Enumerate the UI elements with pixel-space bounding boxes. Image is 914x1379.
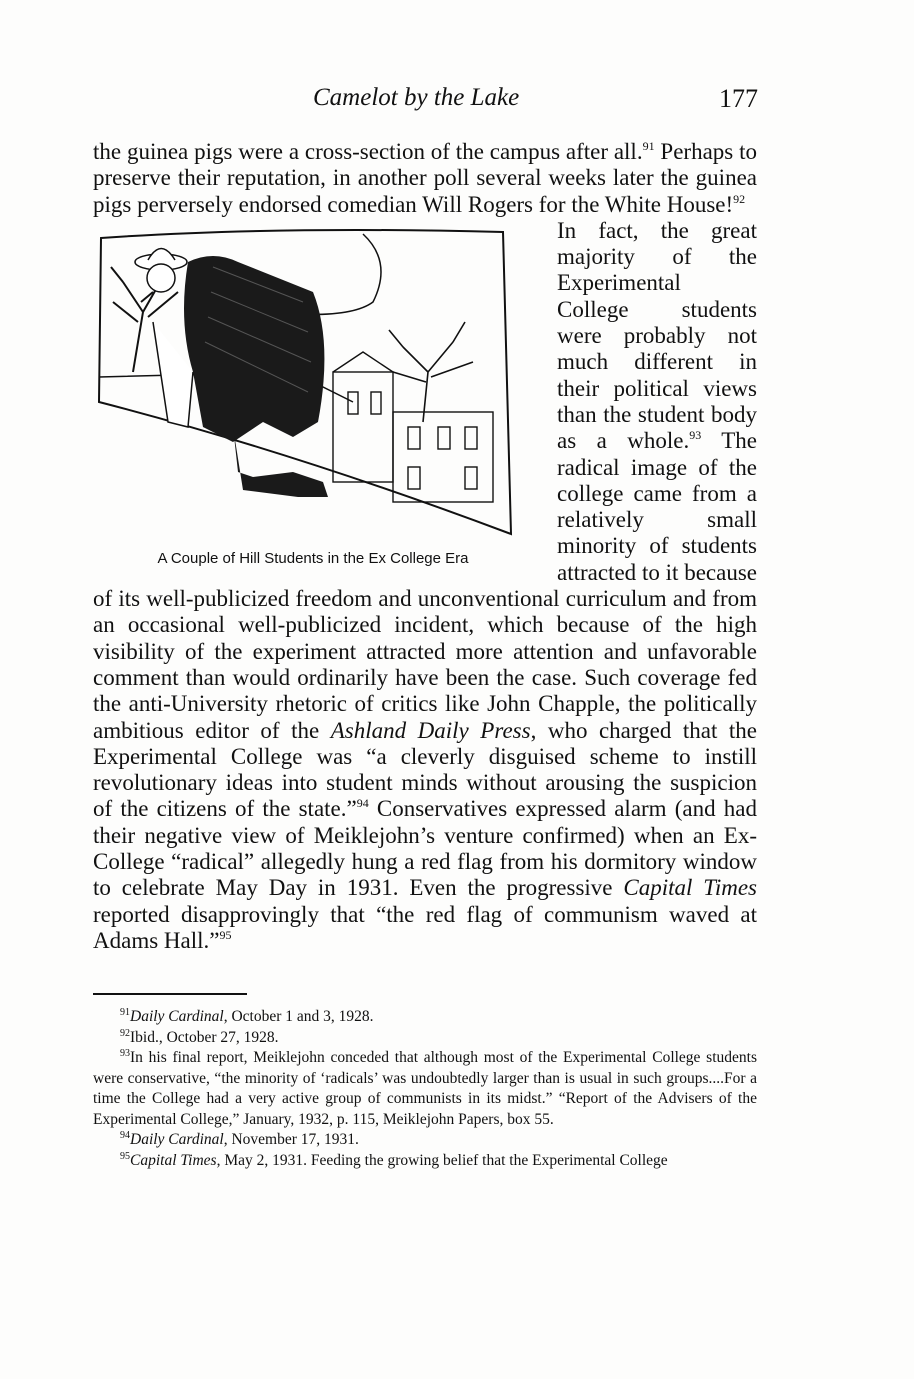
footnote-source: Capital Times bbox=[130, 1151, 217, 1169]
paragraph-1 bbox=[93, 139, 757, 218]
paragraph-2-text-a: In fact, the great majority of the Experimental College students were probably not much different in their political views than the student body as a whole. bbox=[557, 217, 757, 454]
footnote-text: Ibid., October 27, 1928. bbox=[130, 1028, 279, 1046]
footnote-ref-92: 92 bbox=[733, 191, 746, 206]
paragraph-2-text-c: , who charged that the Experimental College was “a cleverly disguised scheme to instill revolutionary ideas into student minds without arousing the suspicion of the citizens of the state.” bbox=[93, 717, 757, 822]
footnote-ref-93: 93 bbox=[689, 428, 702, 443]
footnote-mark: 94 bbox=[120, 1130, 130, 1141]
paragraph-1-text-a: the guinea pigs were a cross-section of the campus after all. bbox=[93, 139, 643, 164]
newspaper-title-capital-times: Capital Times bbox=[623, 875, 757, 901]
body-text bbox=[93, 139, 757, 954]
footnote-95 bbox=[93, 1151, 757, 1172]
footnote-93 bbox=[93, 1048, 757, 1130]
footnote-source: Daily Cardinal bbox=[130, 1131, 224, 1148]
footnote-source: Daily Cardinal bbox=[130, 1008, 224, 1025]
footnote-mark: 91 bbox=[120, 1007, 130, 1018]
paragraph-2-text-e: reported disapprovingly that “the red flag of communism waved at Adams Hall.” bbox=[93, 901, 757, 953]
footnotes bbox=[93, 1007, 757, 1171]
footnote-divider bbox=[93, 993, 247, 995]
footnote-ref-95: 95 bbox=[219, 927, 232, 942]
cartoon-illustration bbox=[93, 222, 533, 542]
figure-caption: A Couple of Hill Students in the Ex College Era bbox=[157, 549, 469, 567]
footnote-94 bbox=[93, 1130, 757, 1151]
paragraph-2-text-d: Conservatives expressed alarm (and had their negative view of Meiklejohn’s venture confirmed) when an Ex-College “radical” allegedly hung a red flag from his dormitory window to celebrate May Day in 1931. Even the progressive bbox=[93, 796, 757, 901]
page-header bbox=[0, 80, 914, 120]
footnote-text: , November 17, 1931. bbox=[223, 1131, 359, 1148]
paragraph-2-text-b: The radical image of the college came from a relatively small minority of students attracted to it because of its well-publicized freedom and unconventional curriculum and from an occasional well-publicized incident, which because of the high visibility of the experiment attracted more attention and unfavorable comment than would ordinarily have been the case. Such coverage fed the anti-University rhetoric of critics like John Chapple, the politically ambitious editor of the bbox=[93, 428, 758, 743]
footnote-ref-94: 94 bbox=[356, 796, 369, 811]
paragraph-1-text-b: Perhaps to preserve their reputation, in another poll several weeks later the guinea pigs perversely endorsed comedian Will Rogers for the White House! bbox=[93, 139, 757, 217]
footnote-text: , May 2, 1931. Feeding the growing belief that the Experimental College bbox=[216, 1151, 668, 1169]
newspaper-title-ashland: Ashland Daily Press bbox=[330, 717, 531, 743]
cartoon-figure bbox=[93, 222, 533, 570]
footnote-mark: 95 bbox=[120, 1150, 130, 1162]
footnote-92 bbox=[93, 1028, 757, 1049]
footnote-text: In his final report, Meiklejohn conceded that although most of the Experimental College students were conservative, “the minority of ‘radicals’ was undoubtedly larger than is usual in such groups....For a time the College had a very active group of communists in its midst.” “Report of the Advisers of the Experimental College,” January, 1932, p. 115, Meiklejohn Papers, box 55. bbox=[93, 1049, 757, 1128]
footnote-ref-91: 91 bbox=[642, 139, 655, 153]
footnote-mark: 92 bbox=[120, 1027, 130, 1039]
footnote-91 bbox=[93, 1007, 757, 1028]
footnote-mark: 93 bbox=[120, 1048, 130, 1059]
page-number: 177 bbox=[719, 84, 758, 113]
footnote-text: , October 1 and 3, 1928. bbox=[223, 1008, 374, 1025]
running-title: Camelot by the Lake bbox=[313, 84, 520, 111]
